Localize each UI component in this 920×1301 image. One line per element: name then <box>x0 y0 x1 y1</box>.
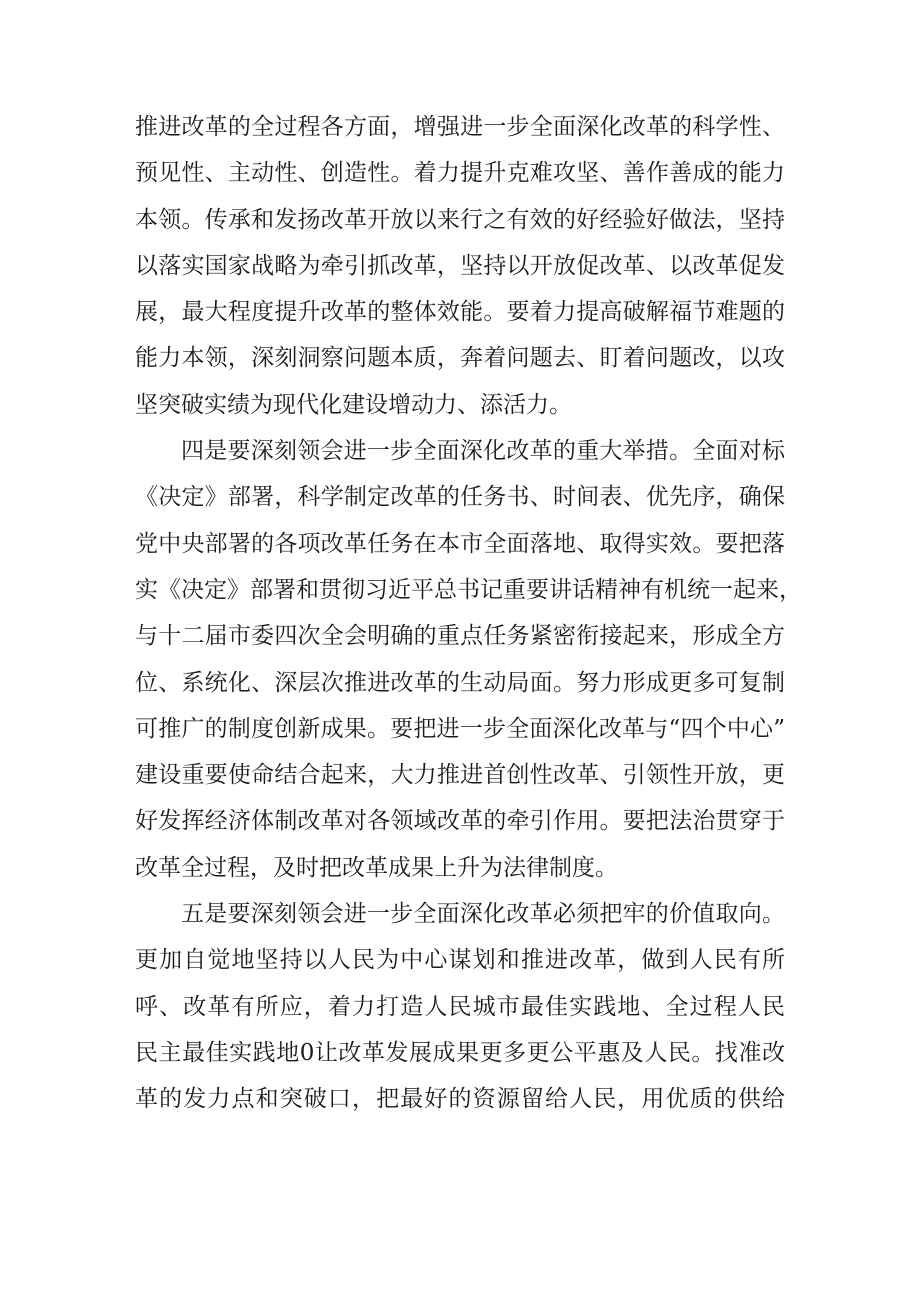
text-line: 更加自觉地坚持以人民为中心谋划和推进改革，做到人民有所 <box>135 947 785 974</box>
text-line: 本领。传承和发扬改革开放以来行之有效的好经验好做法，坚持 <box>135 206 785 233</box>
text-line: 建设重要使命结合起来，大力推进首创性改革、引领性开放，更 <box>135 762 785 789</box>
text-line: 民主最佳实践地0让改革发展成果更多更公平惠及人民。找准改 <box>135 1039 785 1066</box>
paragraph-first-line: 四是要深刻领会进一步全面深化改革的重大举措。全面对标 <box>181 438 785 465</box>
text-line: 能力本领，深刻洞察问题本质，奔着问题去、盯着问题改，以攻 <box>135 345 785 372</box>
text-line: 革的发力点和突破口，把最好的资源留给人民，用优质的供给 <box>135 1086 785 1113</box>
text-line: 党中央部署的各项改革任务在本市全面落地、取得实效。要把落 <box>135 530 785 557</box>
text-line: 展，最大程度提升改革的整体效能。要着力提高破解福节难题的 <box>135 299 785 326</box>
text-line: 以落实国家战略为牵引抓改革，坚持以开放促改革、以改革促发 <box>135 252 785 279</box>
text-line: 位、系统化、深层次推进改革的生动局面。努力形成更多可复制 <box>135 669 785 696</box>
text-line: 好发挥经济体制改革对各领域改革的牵引作用。要把法治贯穿于 <box>135 808 785 835</box>
text-line: 《决定》部署，科学制定改革的任务书、时间表、优先序，确保 <box>135 484 785 511</box>
text-line: 推进改革的全过程各方面，增强进一步全面深化改革的科学性、 <box>135 114 785 140</box>
text-line: 可推广的制度创新成果。要把进一步全面深化改革与“四个中心” <box>135 715 785 742</box>
text-line: 预见性、主动性、创造性。着力提升克难攻坚、善作善成的能力 <box>135 160 785 187</box>
text-line: 与十二届市委四次全会明确的重点任务紧密衔接起来，形成全方 <box>135 623 785 650</box>
text-line: 实《决定》部署和贯彻习近平总书记重要讲话精神有机统一起来， <box>135 576 802 603</box>
text-line: 呼、改革有所应，着力打造人民城市最佳实践地、全过程人民 <box>135 993 785 1020</box>
document-body <box>135 104 802 1123</box>
text-line: 坚突破实绩为现代化建设增动力、添活力。 <box>135 391 572 418</box>
paragraph-first-line: 五是要深刻领会进一步全面深化改革必须把牢的价值取向。 <box>181 901 785 928</box>
text-line: 改革全过程，及时把改革成果上升为法律制度。 <box>135 854 618 881</box>
